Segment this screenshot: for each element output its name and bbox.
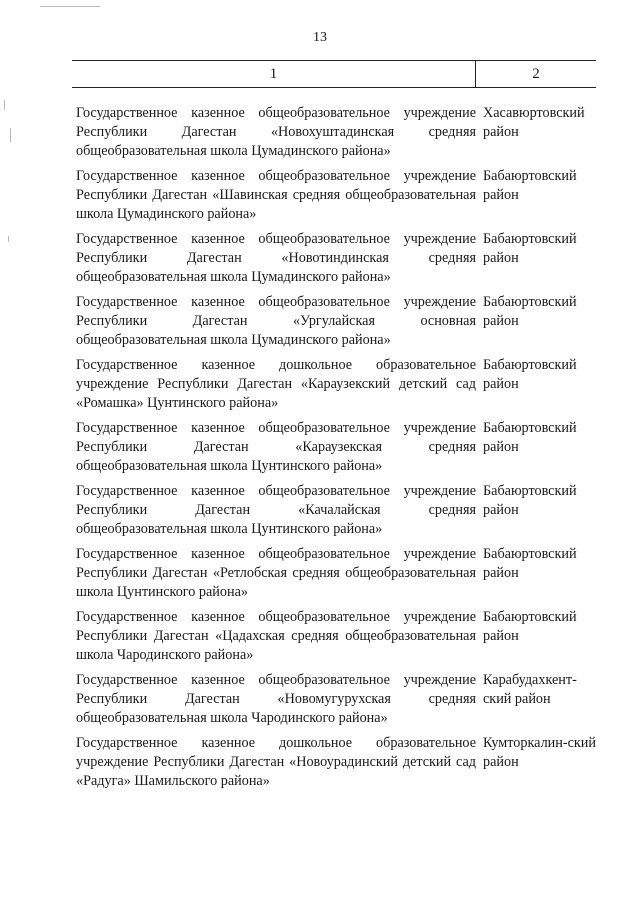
table-header [72,60,596,88]
district-name: Кумторкалин-ский район [483,735,596,770]
institution-name: Государственное казенное общеобразовательное учреждение Республики Дагестан «Качалайская средняя общеобразовательная школа Цунтинского района» [76,483,476,537]
institution-name: Государственное казенное общеобразовательное учреждение Республики Дагестан «Ретлобская средняя общеобразовательная школа Цунтинского района» [76,546,476,600]
table-row [76,482,596,545]
institution-name: Государственное казенное общеобразовательное учреждение Республики Дагестан «Ургулайская основная общеобразовательная школа Цумадинского района» [76,294,476,348]
table-row [76,419,596,482]
institution-name: Государственное казенное общеобразовательное учреждение Республики Дагестан «Новотиндинская средняя общеобразовательная школа Цумадинского района» [76,231,476,285]
institution-name: Государственное казенное общеобразовательное учреждение Республики Дагестан «Шавинская средняя общеобразовательная школа Цумадинского района» [76,168,476,222]
page-number: 13 [313,30,327,45]
scan-artifact-left-2 [10,128,11,142]
scan-artifact-left-1 [4,100,5,110]
district-name: Бабаюртовский район [483,294,577,329]
scan-artifact-top [40,6,100,7]
district-name: Бабаюртовский район [483,357,577,392]
institution-name: Государственное казенное дошкольное образовательное учреждение Республики Дагестан «Караузекский детский сад «Ромашка» Цунтинского района» [76,357,476,411]
institution-name: Государственное казенное общеобразовательное учреждение Республики Дагестан «Новохуштадинская средняя общеобразовательная школа Цумадинского района» [76,105,476,159]
institution-name: Государственное казенное общеобразовательное учреждение Республики Дагестан «Цадахская средняя общеобразовательная школа Чародинского района» [76,609,476,663]
district-name: Бабаюртовский район [483,483,577,518]
table-row [76,104,596,167]
district-name: Хасавюртовский район [483,105,585,140]
table-body [76,104,596,797]
district-name: Бабаюртовский район [483,231,577,266]
institution-name: Государственное казенное общеобразовательное учреждение Республики Дагестан «Новомугурухская средняя общеобразовательная школа Чародинского района» [76,672,476,726]
table-row [76,167,596,230]
institution-name: Государственное казенное общеобразовательное учреждение Республики Дагестан «Караузекская средняя общеобразовательная школа Цунтинского района» [76,420,476,474]
district-name: Бабаюртовский район [483,168,577,203]
district-name: Бабаюртовский район [483,420,577,455]
district-name: Карабудахкент-ский район [483,672,577,707]
table-row [76,734,596,797]
table-row [76,671,596,734]
table-row [76,230,596,293]
table-row [76,545,596,608]
district-name: Бабаюртовский район [483,609,577,644]
table-row [76,608,596,671]
district-name: Бабаюртовский район [483,546,577,581]
institution-name: Государственное казенное дошкольное образовательное учреждение Республики Дагестан «Новоурадинский детский сад «Радуга» Шамильского района» [76,735,476,789]
table-row [76,356,596,419]
scan-artifact-left-3 [8,236,9,242]
column-header-2: 2 [532,65,540,82]
column-header-1: 1 [72,61,476,87]
table-row [76,293,596,356]
